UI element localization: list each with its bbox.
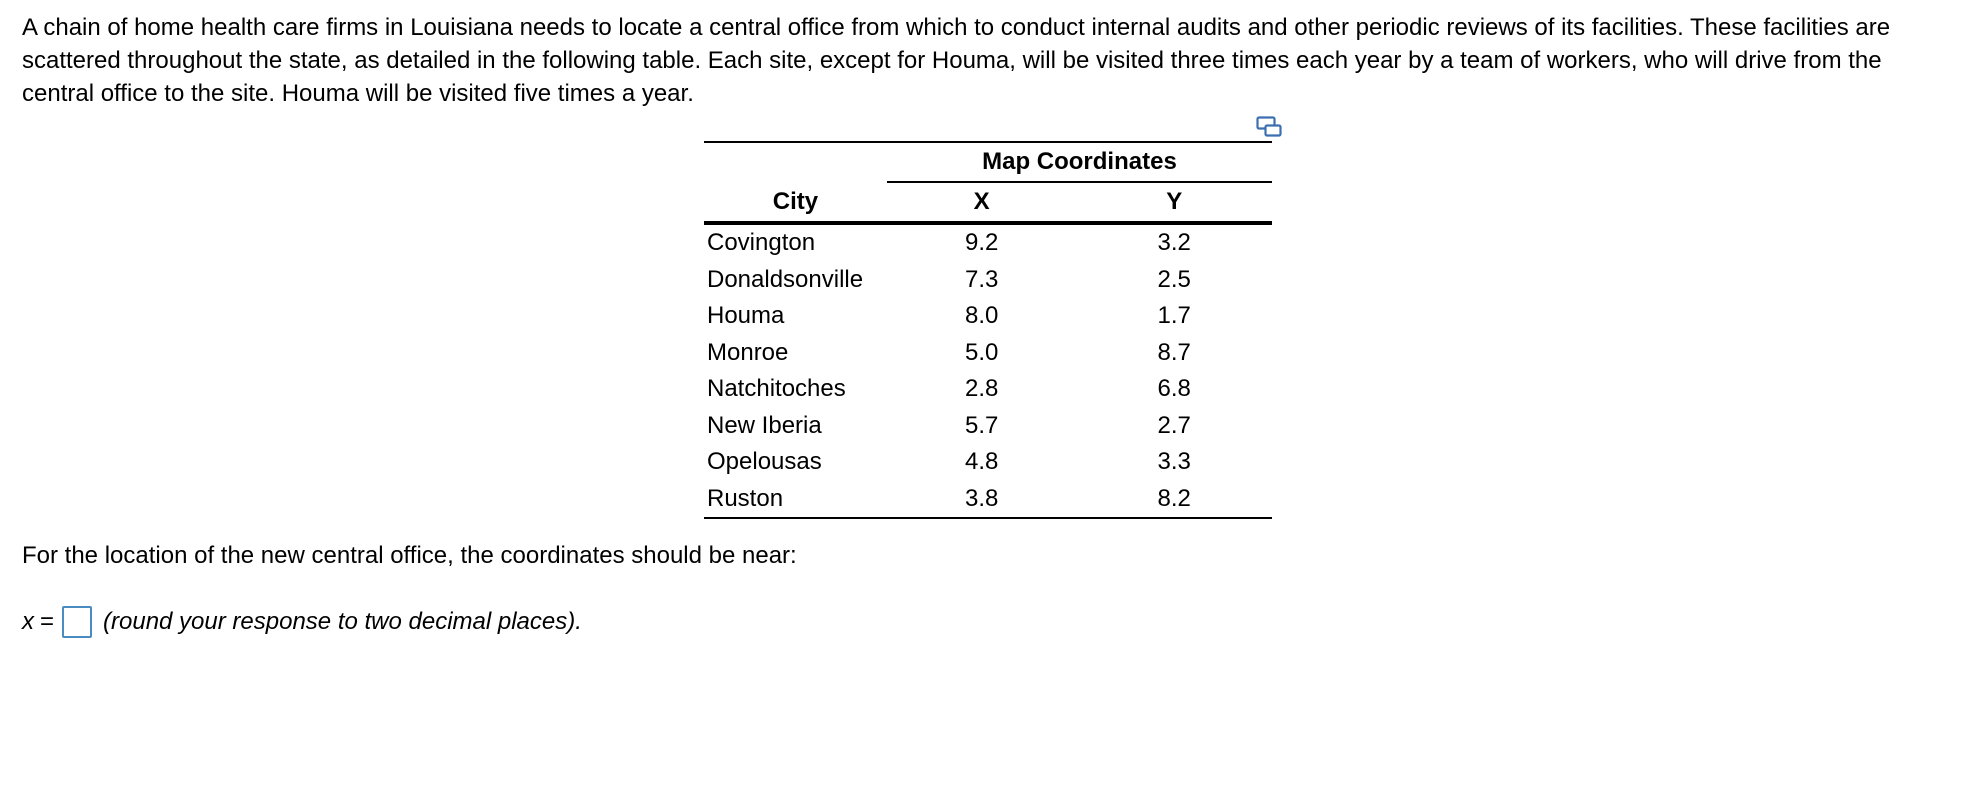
map-coordinates-header: Map Coordinates [887, 142, 1272, 182]
y-cell: 1.7 [1157, 302, 1191, 330]
problem-statement: A chain of home health care firms in Louisiana needs to locate a central office from which to conduct internal audits and other periodic reviews of its facilities. These facilities are scattered throughout the state, as detailed in the following table. Each site, except for Houma, will be visited three times each year by a team of workers, who will drive from the central office to the site. Houma will be visited five times a year. [22, 14, 1891, 107]
city-cell: Houma [707, 302, 785, 330]
question-text: For the location of the new central office, the coordinates should be near: [22, 542, 797, 569]
equals-sign: = [40, 608, 55, 635]
city-cell: New Iberia [707, 411, 822, 439]
x-cell: 5.7 [964, 411, 999, 439]
y-cell: 3.3 [1157, 448, 1191, 476]
coordinates-table [704, 141, 1272, 519]
table-row [704, 298, 1272, 335]
x-answer-input[interactable] [62, 606, 92, 638]
answer-variable-label: x [22, 608, 34, 635]
y-column-header: Y [1076, 182, 1272, 223]
table-row [704, 371, 1272, 408]
city-cell: Opelousas [707, 448, 822, 476]
table-row [704, 223, 1272, 262]
coordinates-table-wrapper [704, 141, 1272, 519]
x-cell: 3.8 [964, 484, 999, 512]
x-cell: 7.3 [964, 265, 999, 293]
x-cell: 8.0 [964, 302, 999, 330]
table-row [704, 335, 1272, 372]
x-cell: 9.2 [964, 229, 999, 257]
city-cell: Natchitoches [707, 375, 846, 403]
rounding-hint: (round your response to two decimal places). [103, 608, 582, 635]
city-cell: Covington [707, 229, 816, 257]
y-cell: 8.7 [1157, 338, 1191, 366]
y-cell: 2.7 [1157, 411, 1191, 439]
x-cell: 2.8 [964, 375, 999, 403]
table-row [704, 262, 1272, 299]
y-cell: 3.2 [1157, 229, 1191, 257]
table-row [704, 408, 1272, 445]
city-column-header: City [704, 182, 887, 223]
x-cell: 4.8 [964, 448, 999, 476]
blank-header-cell [704, 142, 887, 182]
copy-data-icon[interactable] [1256, 116, 1282, 138]
y-cell: 2.5 [1157, 265, 1191, 293]
table-row [704, 444, 1272, 481]
city-cell: Monroe [707, 338, 789, 366]
x-column-header: X [887, 182, 1077, 223]
x-cell: 5.0 [964, 338, 999, 366]
city-cell: Donaldsonville [707, 265, 864, 293]
y-cell: 8.2 [1157, 484, 1191, 512]
answer-row [22, 604, 582, 640]
table-row [704, 481, 1272, 519]
y-cell: 6.8 [1157, 375, 1191, 403]
city-cell: Ruston [707, 484, 784, 512]
